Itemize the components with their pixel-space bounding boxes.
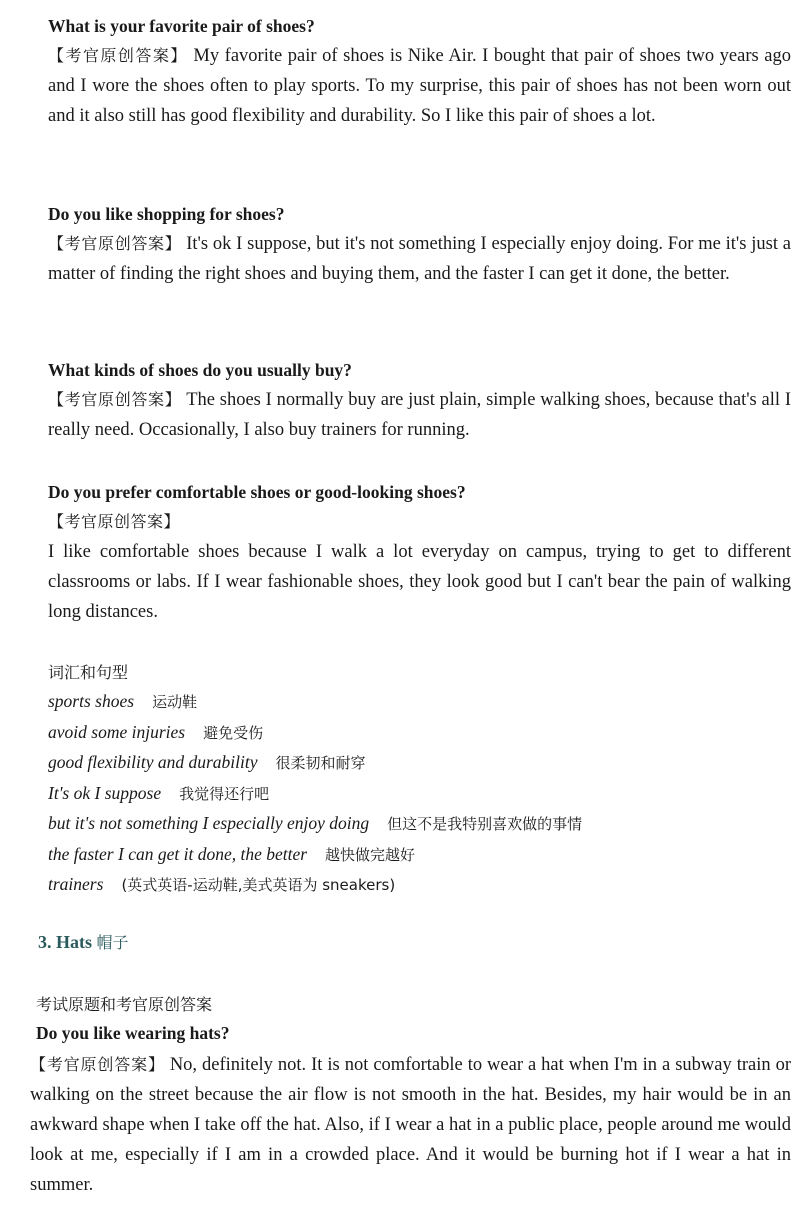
answer-paragraph [48,385,791,445]
vocab-item [48,718,791,749]
vocab-zh: 越快做完越好 [325,845,416,864]
vocab-item [48,809,791,840]
qa-block [48,16,791,131]
vocab-zh: 但这不是我特别喜欢做的事情 [387,815,583,833]
vocab-item [48,870,791,901]
answer-text: My favorite pair of shoes is Nike Air. I bought that pair of shoes two years ago and I wore the shoes often to play sports. To my surprise, this pair of shoes has not been worn out and it also still has good flexibility and durability. So I like this pair of shoes a lot. [48,46,792,126]
vocab-item [48,748,791,779]
answer-paragraph [48,41,791,131]
section-number: 3. [38,932,52,952]
answer-paragraph [30,1050,791,1200]
qa-answer [30,1050,791,1200]
vocab-heading: 词汇和句型 [48,663,129,682]
answer-text: No, definitely not. It is not comfortable to wear a hat when I'm in a subway train or walking on the street because the air flow is not smooth in the hat. Besides, my hair would be in an awkward shape when I take off the hat. Also, if I wear a hat in a public place, people around me would look at me, especially if I am in a crowded place. And it would be burning hot if I wear a hat in summer. [30,1055,791,1195]
vocab-en: trainers [48,874,104,894]
question: What kinds of shoes do you usually buy? [48,360,352,380]
answer-tag: 【考官原创答案】 [48,390,182,409]
vocab-zh: 很柔韧和耐穿 [275,754,366,772]
vocab-zh: 避免受伤 [203,723,264,742]
answer-tag: 【考官原创答案】 [48,234,182,253]
qa-block [48,360,791,445]
qa-block [48,204,791,289]
answer-tag: 【考官原创答案】 [30,1055,165,1074]
vocab-zh: 运动鞋 [152,693,198,711]
qa-block [36,992,791,1044]
vocab-en: avoid some injuries [48,721,186,742]
section-title-zh: 帽子 [96,933,129,952]
vocab-en: the faster I can get it done, the better [48,843,308,864]
answer-text: The shoes I normally buy are just plain, simple walking shoes, because that's all I really need. Occasionally, I also buy trainers for running. [48,390,792,440]
answer-tag: 【考官原创答案】 [48,512,181,531]
vocab-item [48,687,791,718]
vocab-en: It's ok I suppose [48,782,162,803]
answer-paragraph: I like comfortable shoes because I walk a lot everyday on campus, trying to get to different classrooms or labs. If I wear fashionable shoes, they look good but I can't bear the pain of walking long distances. [48,542,791,622]
vocab-zh: 我觉得还行吧 [179,784,270,803]
question: Do you like shopping for shoes? [48,204,285,224]
answer-tag: 【考官原创答案】 [48,46,188,65]
question: Do you like wearing hats? [36,1023,230,1043]
question: Do you prefer comfortable shoes or good-looking shoes? [48,482,466,502]
vocab-item [48,840,791,871]
vocab-list [48,687,791,901]
section-subheading: 考试原题和考官原创答案 [36,995,213,1014]
answer-tag-line [48,507,791,537]
section-title-en: Hats [56,932,92,952]
vocab-section [48,660,791,901]
vocab-en: but it's not something I especially enjoy doing [48,813,370,833]
answer-text: It's ok I suppose, but it's not something I especially enjoy doing. For me it's just a matter of finding the right shoes and buying them, and the faster I can get it done, the better. [48,234,791,284]
section-title [38,930,791,953]
vocab-en: good flexibility and durability [48,752,258,772]
qa-block [48,482,791,627]
question: What is your favorite pair of shoes? [48,16,315,36]
answer-paragraph [48,229,791,289]
vocab-zh: (英式英语-运动鞋,美式英语为 sneakers) [121,876,396,894]
section-header [38,930,791,953]
vocab-item [48,779,791,810]
vocab-en: sports shoes [48,691,135,711]
